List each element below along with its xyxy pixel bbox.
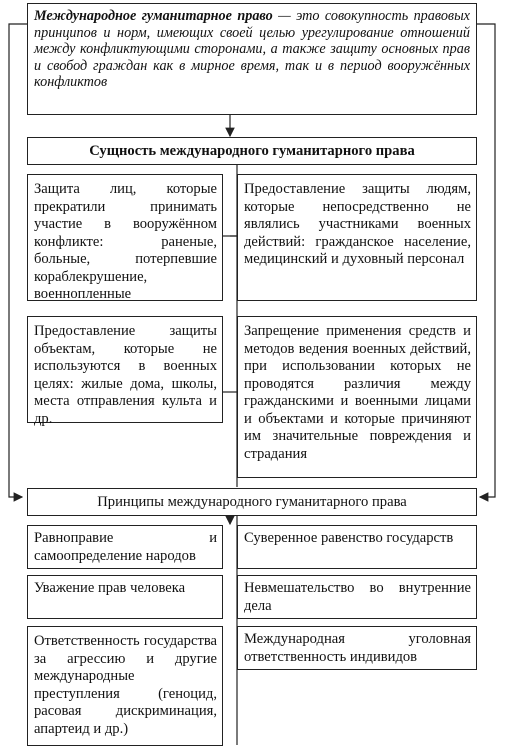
essence-header-box [27,137,477,165]
essence-item-1-text: Защита лиц, которые прекратили принимать участие в вооружённом конфликте: раненые, больные, потерпевшие кораблекрушение, военнопленные [34,181,217,302]
essence-item-1 [27,174,223,301]
principle-item-2 [237,525,477,569]
principles-title: Принципы международного гуманитарного права [97,494,407,510]
essence-item-3-text: Предоставление защиты объектам, которые не используются в военных целях: жилые дома, школы, места отправления культа и др. [34,323,217,427]
principle-item-1-text: Равноправие и самоопределение народов [34,530,217,564]
principle-item-4 [237,575,477,619]
essence-item-2-text: Предоставление защиты людям, которые непосредственно не являлись участниками военных действий: гражданское население, медицинский и духовный персонал [244,181,471,267]
principle-item-5 [27,626,223,746]
essence-item-4-text: Запрещение применения средств и методов ведения военных действий, при использовании которых не проводятся различия между гражданскими и военными лицами и объектами и которые причиняют им значительные повреждения и страдания [244,323,471,462]
definition-text [34,8,470,91]
principle-item-3 [27,575,223,619]
principle-item-2-text: Суверенное равенство государств [244,530,454,546]
principles-header-box [27,488,477,516]
definition-box [27,3,477,115]
definition-body: это совокупность правовых принципов и норм, имеющих своей целью урегулирование отношений между конфликтующими сторонами, а также защиту основных прав и свобод граждан как в мирное время, так и в период вооружённых конфликтов [34,8,470,91]
essence-title: Сущность международного гуманитарного права [89,143,415,159]
definition-dash: — [272,8,297,24]
principle-item-5-text: Ответственность государства за агрессию и другие международные преступления (геноцид, расовая дискриминация, апартеид и др.) [34,633,217,737]
essence-item-3 [27,316,223,427]
principle-item-6-text: Международная уголовная ответственность индивидов [244,631,471,665]
principle-item-3-text: Уважение прав человека [34,580,186,596]
essence-item-2 [237,174,477,301]
essence-item-4 [237,316,477,478]
principle-item-4-text: Невмешательство во внутренние дела [244,580,471,614]
principle-item-1 [27,525,223,569]
principle-item-6 [237,626,477,670]
arrow-left-bracket [9,24,28,497]
arrow-right-bracket [476,24,495,497]
definition-term: Международное гуманитарное право [34,8,273,24]
